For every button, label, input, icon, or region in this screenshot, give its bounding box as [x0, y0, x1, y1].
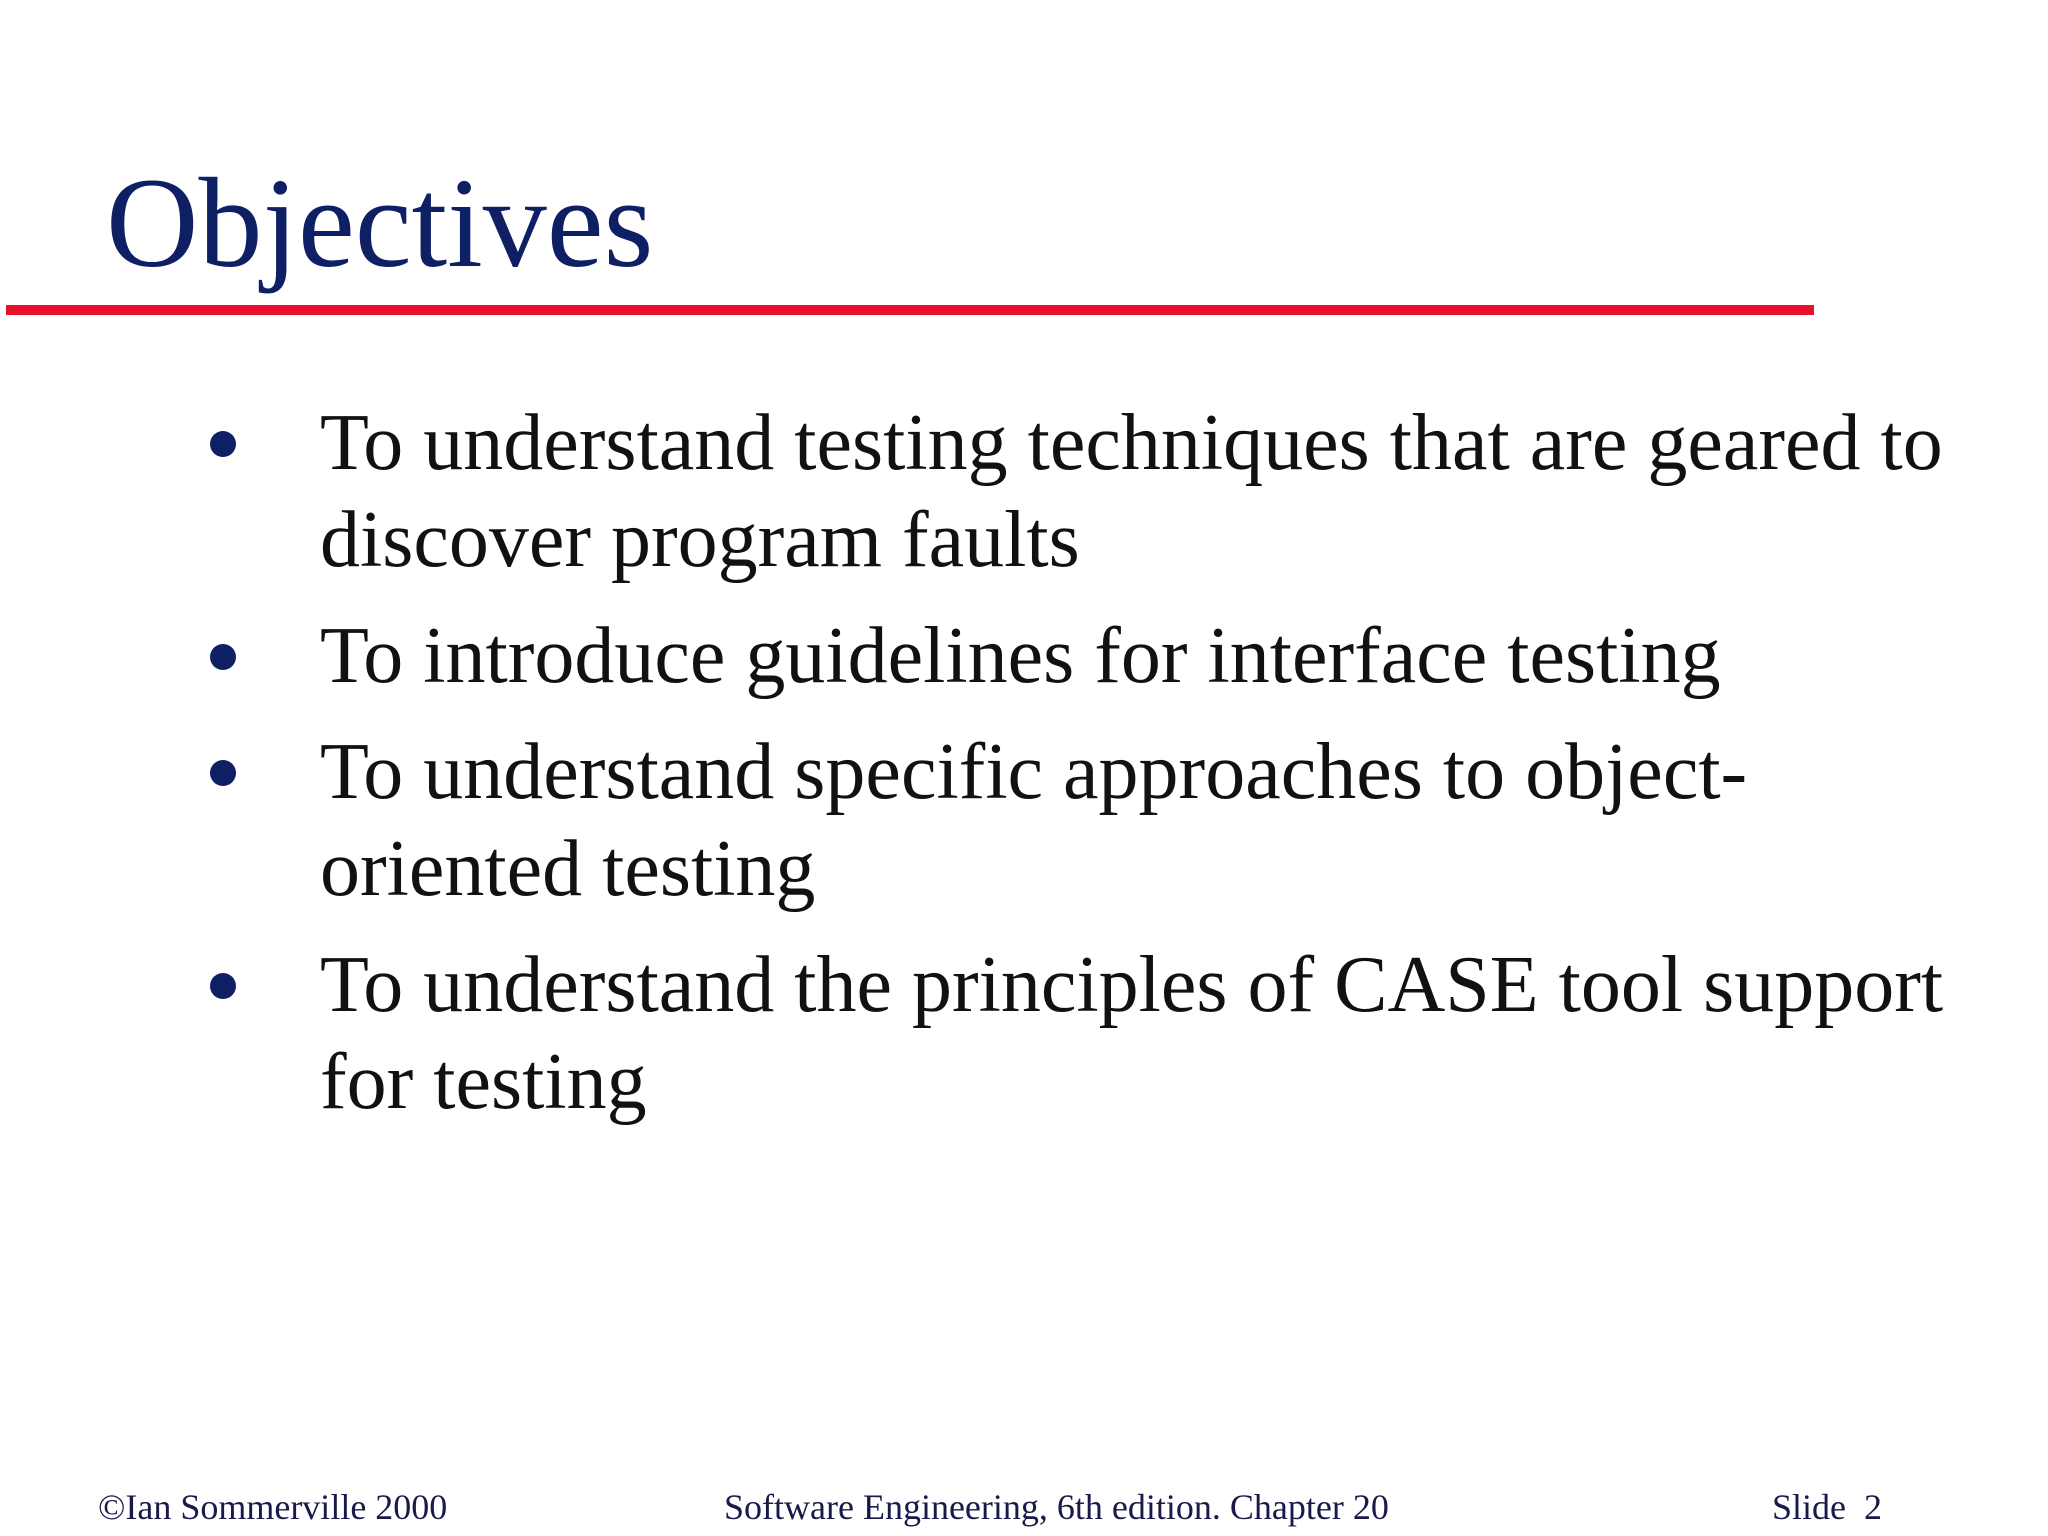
- footer-copyright: ©Ian Sommerville 2000: [98, 1487, 448, 1527]
- list-item: [200, 937, 1960, 1131]
- list-item-text: To understand testing techniques that are geared to discover program faults: [320, 399, 1943, 584]
- bullet-icon: [210, 760, 236, 786]
- bullet-icon: [210, 431, 236, 457]
- list-item: [200, 395, 1960, 589]
- list-item-text: To understand specific approaches to object-oriented testing: [320, 728, 1748, 913]
- bullet-icon: [210, 973, 236, 999]
- list-item-text: To introduce guidelines for interface testing: [320, 612, 1721, 700]
- footer-slide-number: Slide 2: [1772, 1487, 1883, 1527]
- list-item: [200, 724, 1960, 918]
- list-item: [200, 608, 1960, 705]
- footer-book-title: Software Engineering, 6th edition. Chapter 20: [724, 1487, 1389, 1527]
- list-item-text: To understand the principles of CASE tool support for testing: [320, 941, 1944, 1126]
- title-underline: [6, 305, 1814, 315]
- objectives-list: [200, 395, 1960, 1150]
- bullet-icon: [210, 644, 236, 670]
- slide-title: Objectives: [106, 152, 654, 294]
